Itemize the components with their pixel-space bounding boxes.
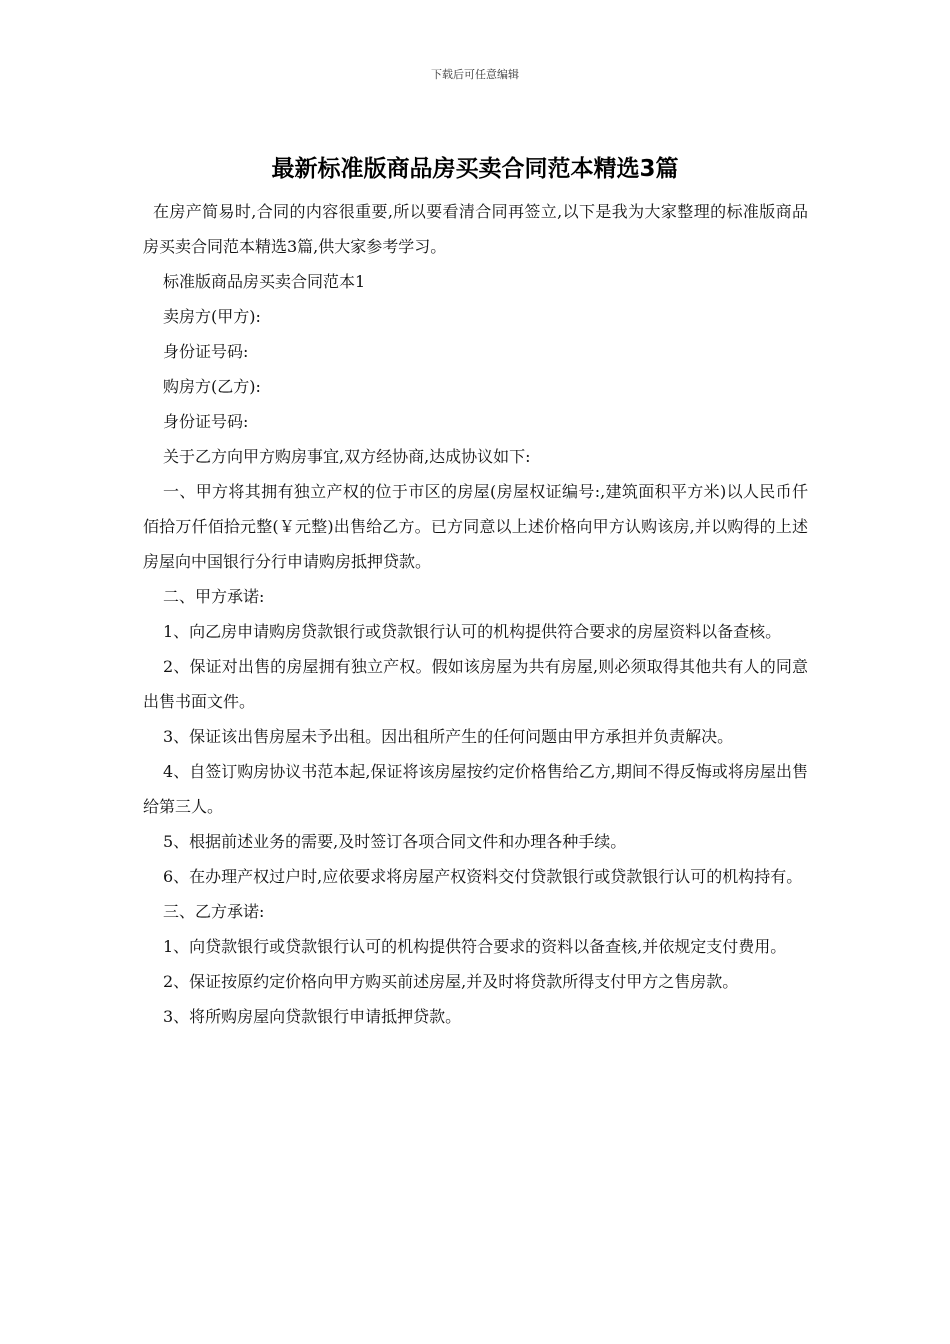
- seller-item-4: 4、自签订购房协议书范本起,保证将该房屋按约定价格售给乙方,期间不得反悔或将房屋出售给第三人。: [143, 762, 808, 816]
- buyer-id-line: 身份证号码:: [163, 412, 249, 431]
- contract-subtitle: 标准版商品房买卖合同范本1: [163, 272, 366, 291]
- seller-item-5: 5、根据前述业务的需要,及时签订各项合同文件和办理各种手续。: [163, 832, 627, 851]
- seller-item-2: 2、保证对出售的房屋拥有独立产权。假如该房屋为共有房屋,则必须取得其他共有人的同意出售书面文件。: [143, 657, 808, 711]
- seller-item-6: 6、在办理产权过户时,应依要求将房屋产权资料交付贷款银行或贷款银行认可的机构持有。: [163, 867, 803, 886]
- section-seller-commitments: 二、甲方承诺:: [163, 587, 265, 606]
- section-buyer-commitments: 三、乙方承诺:: [163, 902, 265, 921]
- clause-1: 一、甲方将其拥有独立产权的位于市区的房屋(房屋权证编号:,建筑面积平方米)以人民币仟佰拾万仟佰拾元整(￥元整)出售给乙方。已方同意以上述价格向甲方认购该房,并以购得的上述房屋向中国银行分行申请购房抵押贷款。: [143, 482, 808, 571]
- header-note: 下载后可任意编辑: [431, 68, 519, 81]
- document-body: [143, 194, 808, 1034]
- intro-paragraph: 在房产简易时,合同的内容很重要,所以要看清合同再签立,以下是我为大家整理的标准版商品房买卖合同范本精选3篇,供大家参考学习。: [143, 202, 808, 256]
- seller-item-3: 3、保证该出售房屋未予出租。因出租所产生的任何问题由甲方承担并负责解决。: [163, 727, 734, 746]
- document-title: 最新标准版商品房买卖合同范本精选3篇: [271, 156, 679, 182]
- buyer-item-2: 2、保证按原约定价格向甲方购买前述房屋,并及时将贷款所得支付甲方之售房款。: [163, 972, 739, 991]
- seller-item-1: 1、向乙房申请购房贷款银行或贷款银行认可的机构提供符合要求的房屋资料以备查核。: [163, 622, 782, 641]
- agreement-intro: 关于乙方向甲方购房事宜,双方经协商,达成协议如下:: [163, 447, 531, 466]
- buyer-item-3: 3、将所购房屋向贷款银行申请抵押贷款。: [163, 1007, 462, 1026]
- seller-id-line: 身份证号码:: [163, 342, 249, 361]
- seller-line: 卖房方(甲方):: [163, 307, 261, 326]
- buyer-line: 购房方(乙方):: [163, 377, 261, 396]
- buyer-item-1: 1、向贷款银行或贷款银行认可的机构提供符合要求的资料以备查核,并依规定支付费用。: [163, 937, 787, 956]
